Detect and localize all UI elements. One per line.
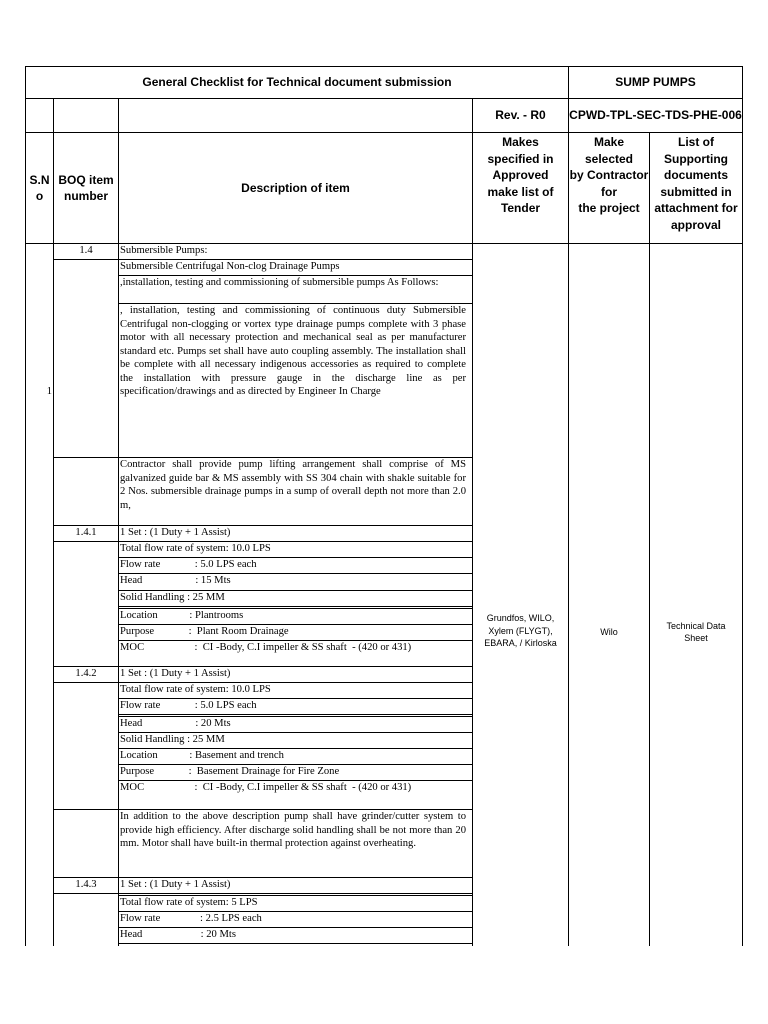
col-header-supporting-docs: List of Supporting documents submitted in attachment for approval bbox=[654, 135, 738, 232]
col-header-sno: S.N o bbox=[29, 172, 50, 203]
description-line: Submersible Pumps: bbox=[120, 245, 208, 256]
description-line: Solid Handling : 25 MM bbox=[120, 734, 225, 745]
description-line: Head : 15 Mts bbox=[120, 575, 231, 586]
col-header-description: Description of item bbox=[241, 180, 350, 195]
selected-make-value: Wilo bbox=[600, 626, 618, 637]
description-line: Flow rate : 5.0 LPS each bbox=[120, 700, 257, 711]
revision-label: Rev. - R0 bbox=[495, 108, 546, 123]
row-line bbox=[118, 606, 472, 607]
description-line: 1 Set : (1 Duty + 1 Assist) bbox=[120, 668, 231, 679]
row-line bbox=[53, 893, 472, 894]
col-header-approved-makes: Makes specified in Approved make list of Tender bbox=[487, 135, 554, 215]
description-line: Solid Handling : 25 MM bbox=[120, 592, 225, 603]
document-code: CPWD-TPL-SEC-TDS-PHE-006 bbox=[569, 108, 742, 123]
col-header-selected-make: Make selected by Contractor for the project bbox=[569, 135, 649, 215]
description-paragraph: In addition to the above description pump shall have grinder/cutter system to provide high efficiency. After discharge solid handling shall be not more than 20 mm. Motor shall have built-in thermal protection against overheating. bbox=[120, 811, 466, 849]
description-line: Purpose : Plant Room Drainage bbox=[120, 626, 289, 637]
boq-item-number: 1.4.1 bbox=[75, 527, 97, 538]
description-line: Location : Basement and trench bbox=[120, 750, 284, 761]
description-line: Location : Plantrooms bbox=[120, 610, 244, 621]
approved-makes-value: Grundfos, WILO, Xylem (FLYGT), EBARA, / Kirloska bbox=[484, 613, 557, 649]
description-line: 1 Set : (1 Duty + 1 Assist) bbox=[120, 879, 231, 890]
description-paragraph: , installation, testing and commissioning of continuous duty Submersible Centrifugal non-clogging or vortex type drainage pumps complete with 3 phase motor with all necessary protection and mechanical seal as per manufacturer standard etc. Pumps set shall have auto coupling assembly. The installation shall be complete with all necessary indigenous accessories as required to complete the installation with pressure gauge in the discharge line as per specification/drawings and as directed by Engineer In Charge bbox=[120, 305, 466, 397]
col-divider-selected bbox=[649, 132, 650, 946]
supporting-docs-value: Technical Data Sheet bbox=[666, 620, 726, 643]
boq-item-number: 1.4.2 bbox=[75, 668, 97, 679]
category-title: SUMP PUMPS bbox=[615, 75, 696, 90]
boq-item-number: 1.4.3 bbox=[75, 879, 97, 890]
row-line bbox=[118, 714, 472, 715]
description-line: Head : 20 Mts bbox=[120, 929, 236, 940]
description-line: MOC : CI -Body, C.I impeller & SS shaft - (420 or 431) bbox=[120, 782, 412, 793]
description-line: Flow rate : 5.0 LPS each bbox=[120, 559, 257, 570]
boq-item-number: 1.4 bbox=[79, 245, 93, 256]
description-paragraph: Contractor shall provide pump lifting arrangement shall comprise of MS galvanized guide bar & MS assembly with SS 304 chain with shakle suitable for 2 Nos. submersible drainage pumps in a sump of overall depth not more than 2.0 m, bbox=[120, 459, 466, 511]
document-title: General Checklist for Technical document submission bbox=[142, 75, 452, 90]
description-line: Total flow rate of system: 5 LPS bbox=[120, 897, 258, 908]
description-line: Submersible Centrifugal Non-clog Drainage Pumps bbox=[120, 261, 340, 272]
serial-number: 1 bbox=[46, 386, 52, 397]
description-line: MOC : CI -Body, C.I impeller & SS shaft - (420 or 431) bbox=[120, 642, 412, 653]
description-line: Flow rate : 2.5 LPS each bbox=[120, 913, 262, 924]
description-line: 1 Set : (1 Duty + 1 Assist) bbox=[120, 527, 231, 538]
description-line: Total flow rate of system: 10.0 LPS bbox=[120, 684, 271, 695]
table-border-right bbox=[742, 66, 743, 946]
description-line: Total flow rate of system: 10.0 LPS bbox=[120, 543, 271, 554]
description-paragraph: ,installation, testing and commissioning of submersible pumps As Follows: bbox=[120, 277, 439, 288]
description-line: Head : 20 Mts bbox=[120, 718, 231, 729]
row-line bbox=[118, 943, 472, 944]
description-line: Purpose : Basement Drainage for Fire Zone bbox=[120, 766, 340, 777]
col-header-boq: BOQ item number bbox=[58, 172, 114, 203]
